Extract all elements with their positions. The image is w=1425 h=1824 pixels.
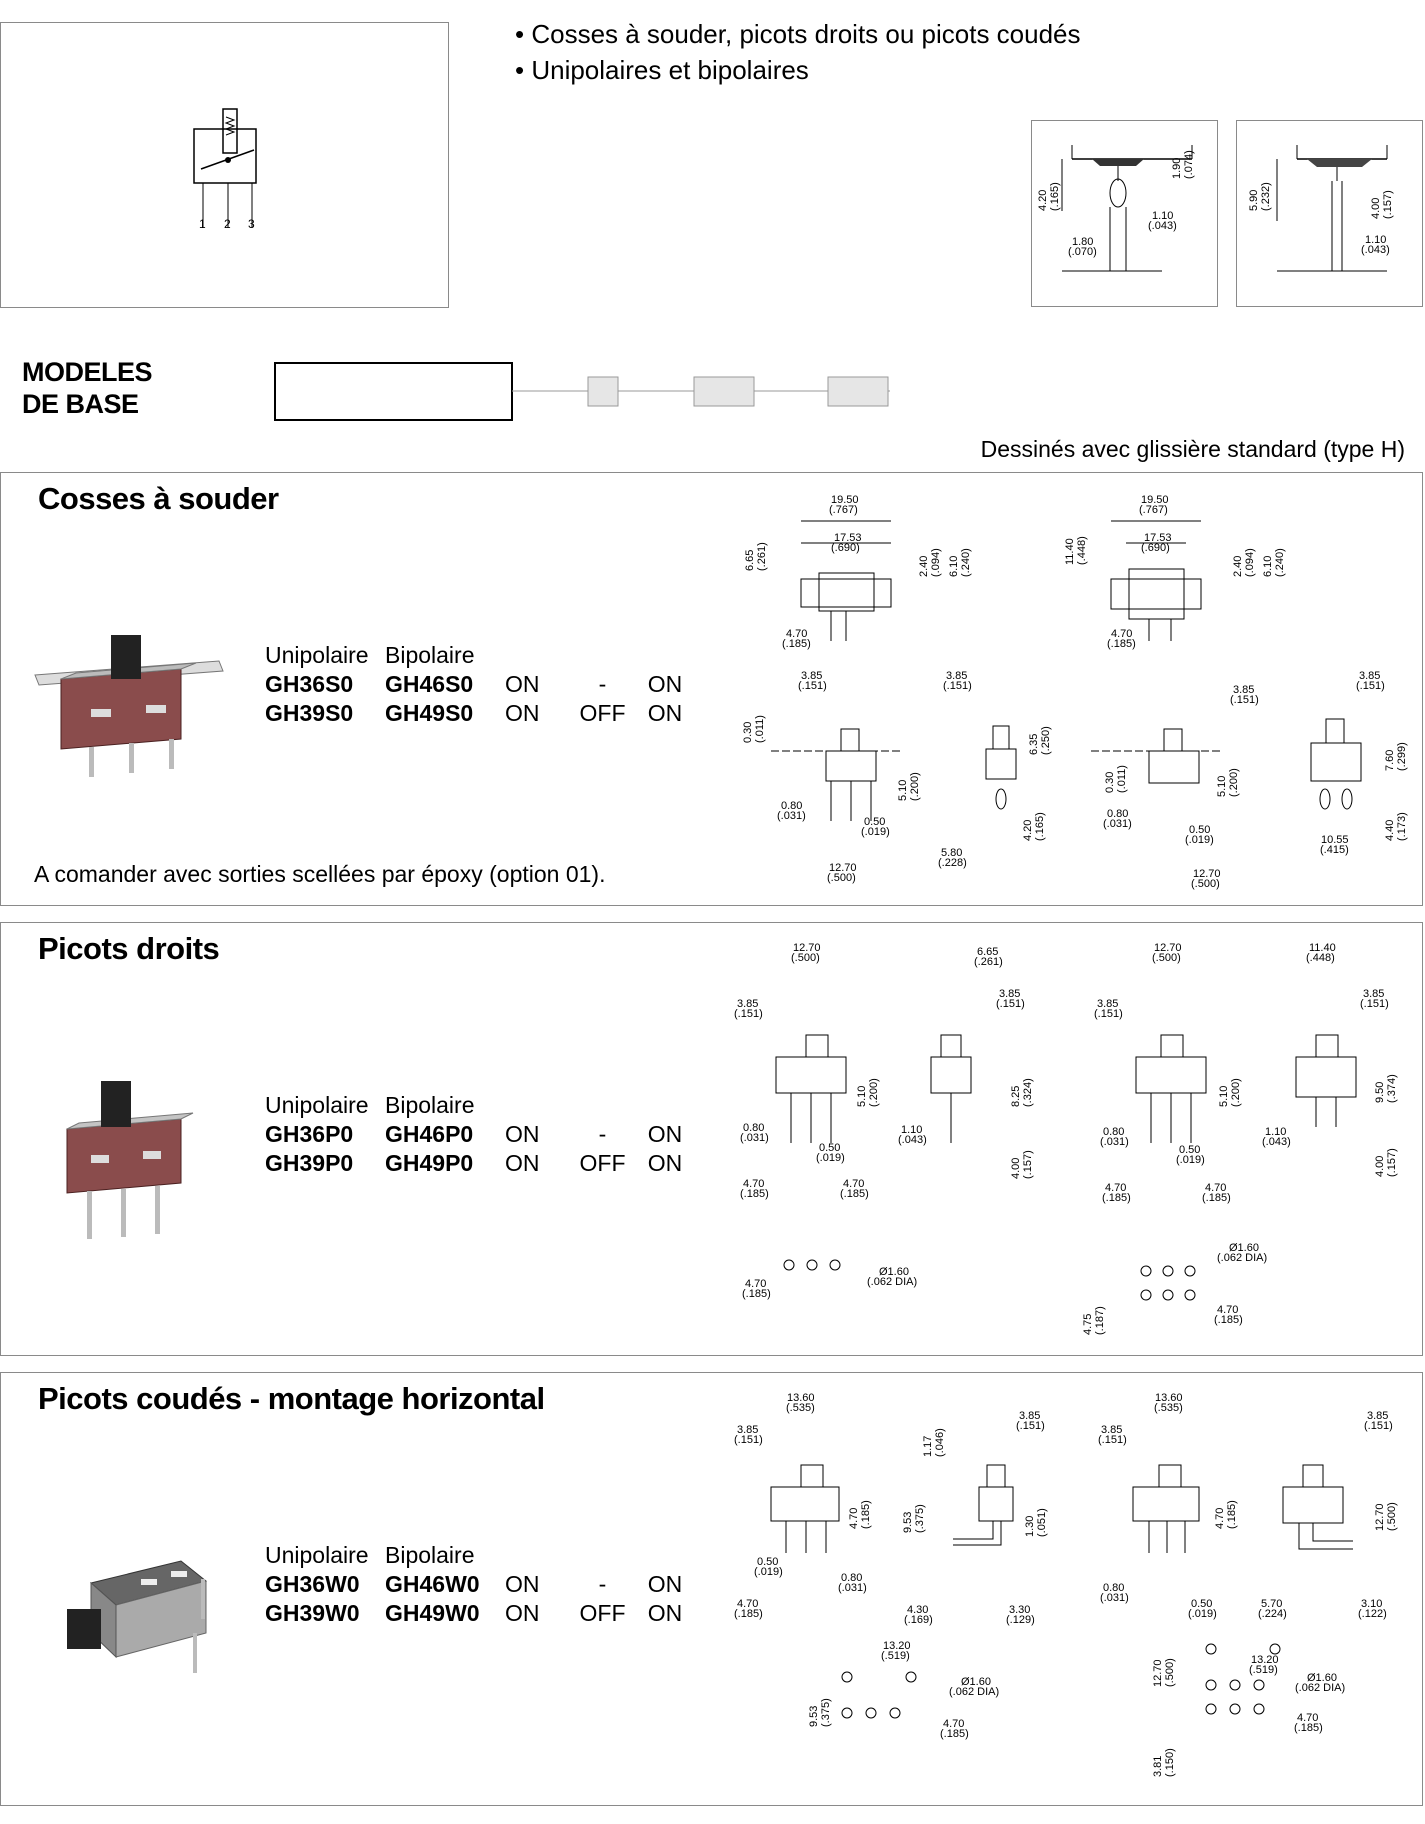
svg-text:2.40: 2.40 [1232,555,1244,577]
svg-text:4.70: 4.70 [1217,1304,1239,1316]
svg-text:(.046): (.046) [934,1428,946,1457]
svg-text:(.261): (.261) [756,542,768,571]
svg-text:3.85: 3.85 [1233,684,1255,696]
model-row: GH36P0 GH46P0 ON - ON [265,1121,683,1147]
section-title: Cosses à souder [38,481,279,516]
section-title: Picots droits [38,931,220,966]
svg-text:(.151): (.151) [1360,998,1389,1010]
svg-text:(.690): (.690) [1141,542,1170,554]
svg-text:12.70: 12.70 [793,942,821,954]
svg-text:(.062 DIA): (.062 DIA) [1295,1682,1346,1694]
section-straight-pins [0,922,1423,1356]
svg-text:0.50: 0.50 [819,1142,841,1154]
svg-text:(.500): (.500) [1164,1658,1176,1687]
svg-text:3.85: 3.85 [1019,1410,1041,1422]
svg-text:3.85: 3.85 [1367,1410,1389,1422]
svg-text:4.30: 4.30 [907,1604,929,1616]
svg-text:(.062 DIA): (.062 DIA) [1217,1252,1268,1264]
svg-text:(.031): (.031) [1100,1592,1129,1604]
svg-text:0.50: 0.50 [757,1556,779,1568]
svg-text:(.157): (.157) [1382,190,1394,219]
svg-text:4.70: 4.70 [737,1598,759,1610]
model-table: Unipolaire Bipolaire GH36S0 GH46S0 ON - ON GH39S0 GH49S0 ON OFF ON [265,641,695,728]
svg-text:(.031): (.031) [777,810,806,822]
svg-text:(.375): (.375) [914,1504,926,1533]
svg-text:(.448): (.448) [1306,952,1335,964]
svg-text:4.40: 4.40 [1384,819,1396,841]
svg-text:1.10: 1.10 [1152,210,1174,222]
svg-text:4.70: 4.70 [943,1718,965,1730]
svg-text:1.10: 1.10 [1365,234,1387,246]
svg-text:(.151): (.151) [1094,1008,1123,1020]
svg-text:5.10: 5.10 [1216,775,1228,797]
model-row: GH39W0 GH49W0 ON OFF ON [265,1600,683,1626]
svg-text:(.043): (.043) [1361,244,1390,256]
svg-text:6.10: 6.10 [948,555,960,577]
svg-text:3.10: 3.10 [1361,1598,1383,1610]
svg-text:3.85: 3.85 [737,1424,759,1436]
svg-text:(.019): (.019) [1188,1608,1217,1620]
svg-text:(.185): (.185) [734,1608,763,1620]
svg-text:(.374): (.374) [1386,1074,1398,1103]
svg-text:3.85: 3.85 [1097,998,1119,1010]
svg-text:0.80: 0.80 [743,1122,765,1134]
svg-text:(.074): (.074) [1183,150,1195,179]
svg-text:6.10: 6.10 [1262,555,1274,577]
svg-text:1.90: 1.90 [1171,157,1183,179]
svg-text:4.20: 4.20 [1022,819,1034,841]
svg-text:(.185): (.185) [1107,638,1136,650]
svg-text:9.50: 9.50 [1374,1081,1386,1103]
model-row: GH36W0 GH46W0 ON - ON [265,1571,683,1597]
svg-text:(.151): (.151) [1356,680,1385,692]
svg-text:4.75: 4.75 [1082,1313,1094,1335]
pin-label: 2 [224,217,231,231]
svg-text:(.062 DIA): (.062 DIA) [949,1686,1000,1698]
svg-text:(.519): (.519) [881,1650,910,1662]
svg-text:(.228): (.228) [938,857,967,869]
svg-text:(.019): (.019) [816,1152,845,1164]
svg-text:(.165): (.165) [1034,812,1046,841]
svg-text:(.500): (.500) [1191,878,1220,890]
svg-text:(.767): (.767) [829,504,858,516]
svg-text:(.151): (.151) [734,1008,763,1020]
switch-photo-straight [61,1073,201,1253]
svg-text:5.10: 5.10 [1218,1085,1230,1107]
svg-text:(.031): (.031) [1103,818,1132,830]
svg-text:(.051): (.051) [1036,1508,1048,1537]
svg-text:(.200): (.200) [868,1078,880,1107]
svg-text:1.10: 1.10 [1265,1126,1287,1138]
svg-text:(.185): (.185) [740,1188,769,1200]
svg-text:(.165): (.165) [1049,182,1061,211]
svg-text:(.185): (.185) [840,1188,869,1200]
svg-text:(.185): (.185) [1214,1314,1243,1326]
svg-text:(.240): (.240) [960,548,972,577]
svg-text:(.185): (.185) [1202,1192,1231,1204]
svg-text:(.187): (.187) [1094,1306,1106,1335]
svg-text:1.17: 1.17 [922,1435,934,1457]
svg-text:(.185): (.185) [1102,1192,1131,1204]
section-solder-lugs [0,472,1423,906]
svg-text:4.70: 4.70 [1297,1712,1319,1724]
svg-text:(.519): (.519) [1249,1664,1278,1676]
svg-text:3.85: 3.85 [1101,1424,1123,1436]
svg-text:19.50: 19.50 [831,494,859,506]
svg-text:(.129): (.129) [1006,1614,1035,1626]
svg-text:4.00: 4.00 [1374,1155,1386,1177]
svg-text:13.60: 13.60 [787,1392,815,1404]
svg-text:4.70: 4.70 [786,628,808,640]
svg-text:4.70: 4.70 [848,1507,860,1529]
svg-text:(.150): (.150) [1164,1748,1176,1777]
section-angled-pins [0,1372,1423,1806]
svg-text:Ø1.60: Ø1.60 [1307,1672,1337,1684]
svg-text:3.30: 3.30 [1009,1604,1031,1616]
svg-text:(.151): (.151) [1230,694,1259,706]
svg-text:11.40: 11.40 [1309,942,1336,954]
svg-text:10.55: 10.55 [1321,834,1349,846]
svg-text:(.094): (.094) [930,548,942,577]
svg-text:(.767): (.767) [1139,504,1168,516]
dimension-drawing-angled [731,1381,1411,1801]
svg-text:19.50: 19.50 [1141,494,1169,506]
svg-text:(.031): (.031) [740,1132,769,1144]
svg-text:(.094): (.094) [1244,548,1256,577]
svg-text:3.85: 3.85 [999,988,1021,1000]
svg-text:(.535): (.535) [786,1402,815,1414]
svg-text:1.80: 1.80 [1072,236,1094,248]
svg-text:(.299): (.299) [1396,742,1408,771]
svg-text:(.250): (.250) [1040,726,1052,755]
svg-text:12.70: 12.70 [829,862,857,874]
svg-text:5.80: 5.80 [941,847,963,859]
model-row: GH39S0 GH49S0 ON OFF ON [265,700,683,726]
svg-text:(.157): (.157) [1386,1148,1398,1177]
svg-text:4.70: 4.70 [1214,1507,1226,1529]
svg-text:(.043): (.043) [1262,1136,1291,1148]
svg-text:0.80: 0.80 [1103,1582,1125,1594]
svg-text:(.500): (.500) [1386,1502,1398,1531]
switch-schematic-icon [1,23,450,309]
pin-detail-right [1236,120,1423,307]
model-row: GH36S0 GH46S0 ON - ON [265,671,683,697]
svg-text:(.151): (.151) [734,1434,763,1446]
svg-text:(.151): (.151) [1016,1420,1045,1432]
svg-text:4.70: 4.70 [1105,1182,1127,1194]
svg-text:1.10: 1.10 [901,1124,923,1136]
feature-list [515,16,1081,88]
svg-text:(.261): (.261) [974,956,1003,968]
svg-text:(.185): (.185) [860,1500,872,1529]
schematic-panel [0,22,449,308]
svg-text:4.00: 4.00 [1370,197,1382,219]
svg-text:(.324): (.324) [1022,1078,1034,1107]
model-row: GH39P0 GH49P0 ON OFF ON [265,1150,683,1176]
svg-text:11.40: 11.40 [1064,538,1076,565]
svg-text:5.70: 5.70 [1261,1598,1283,1610]
svg-text:Ø1.60: Ø1.60 [961,1676,991,1688]
svg-text:3.85: 3.85 [946,670,968,682]
svg-text:(.031): (.031) [1100,1136,1129,1148]
svg-text:(.151): (.151) [798,680,827,692]
feature-item: • Cosses à souder, picots droits ou picots coudés [515,16,1081,52]
svg-text:12.70: 12.70 [1374,1503,1386,1531]
svg-text:(.173): (.173) [1396,812,1408,841]
svg-text:(.043): (.043) [898,1134,927,1146]
svg-text:0.80: 0.80 [841,1572,863,1584]
svg-text:17.53: 17.53 [1144,532,1172,544]
svg-text:(.031): (.031) [838,1582,867,1594]
base-models-diagram [270,358,900,428]
svg-text:3.81: 3.81 [1152,1755,1164,1777]
svg-text:(.157): (.157) [1022,1150,1034,1179]
svg-text:(.122): (.122) [1358,1608,1387,1620]
svg-text:Ø1.60: Ø1.60 [1229,1242,1259,1254]
svg-text:(.169): (.169) [904,1614,933,1626]
svg-text:(.019): (.019) [754,1566,783,1578]
svg-text:(.500): (.500) [827,872,856,884]
pin-label: 3 [248,217,255,231]
svg-text:(.232): (.232) [1260,182,1272,211]
svg-text:(.200): (.200) [1230,1078,1242,1107]
svg-text:(.690): (.690) [831,542,860,554]
svg-text:0.50: 0.50 [1189,824,1211,836]
svg-text:17.53: 17.53 [834,532,862,544]
model-table: Unipolaire Bipolaire GH36W0 GH46W0 ON - ON GH39W0 GH49W0 ON OFF ON [265,1541,695,1628]
model-table: Unipolaire Bipolaire GH36P0 GH46P0 ON - ON GH39P0 GH49P0 ON OFF ON [265,1091,695,1178]
svg-text:3.85: 3.85 [1359,670,1381,682]
svg-text:(.151): (.151) [1098,1434,1127,1446]
svg-text:(.448): (.448) [1076,536,1088,565]
svg-text:5.10: 5.10 [897,779,909,801]
svg-text:7.60: 7.60 [1384,749,1396,771]
svg-text:(.185): (.185) [1294,1722,1323,1734]
svg-text:0.50: 0.50 [1191,1598,1213,1610]
svg-text:6.65: 6.65 [977,946,999,958]
svg-text:(.011): (.011) [754,715,766,743]
svg-text:(.019): (.019) [1185,834,1214,846]
svg-text:(.535): (.535) [1154,1402,1183,1414]
svg-text:(.224): (.224) [1258,1608,1287,1620]
pin-detail-left [1031,120,1218,307]
svg-text:13.20: 13.20 [1251,1654,1279,1666]
base-models-heading: MODELES DE BASE [22,357,153,419]
svg-text:4.00: 4.00 [1010,1157,1022,1179]
svg-text:12.70: 12.70 [1152,1659,1164,1687]
svg-text:13.20: 13.20 [883,1640,911,1652]
svg-text:(.019): (.019) [1176,1154,1205,1166]
svg-text:(.011): (.011) [1116,765,1128,793]
svg-text:(.151): (.151) [1364,1420,1393,1432]
svg-text:(.375): (.375) [820,1698,832,1727]
svg-text:(.151): (.151) [943,680,972,692]
svg-text:0.80: 0.80 [1103,1126,1125,1138]
dimension-drawing-solder [731,481,1411,901]
svg-text:0.80: 0.80 [1107,808,1129,820]
svg-text:(.185): (.185) [742,1288,771,1300]
switch-photo-solder [31,623,231,783]
svg-text:(.185): (.185) [940,1728,969,1740]
svg-text:(.415): (.415) [1320,844,1349,856]
svg-text:4.70: 4.70 [1111,628,1133,640]
svg-text:6.65: 6.65 [744,549,756,571]
svg-text:0.50: 0.50 [1179,1144,1201,1156]
svg-text:0.30: 0.30 [742,721,754,743]
svg-text:(.151): (.151) [996,998,1025,1010]
svg-text:(.200): (.200) [1228,768,1240,797]
svg-text:6.35: 6.35 [1028,733,1040,755]
svg-text:(.500): (.500) [1152,952,1181,964]
svg-text:1.30: 1.30 [1024,1515,1036,1537]
svg-text:3.85: 3.85 [801,670,823,682]
svg-text:13.60: 13.60 [1155,1392,1183,1404]
svg-text:(.185): (.185) [1226,1500,1238,1529]
svg-text:Ø1.60: Ø1.60 [879,1266,909,1278]
svg-text:5.90: 5.90 [1248,189,1260,211]
svg-text:4.70: 4.70 [743,1178,765,1190]
svg-text:(.240): (.240) [1274,548,1286,577]
svg-text:(.043): (.043) [1148,220,1177,232]
svg-text:(.185): (.185) [782,638,811,650]
switch-photo-angled [61,1533,221,1683]
epoxy-note: A comander avec sorties scellées par époxy (option 01). [34,861,606,887]
dimension-drawing-straight [731,931,1411,1351]
svg-text:12.70: 12.70 [1154,942,1182,954]
svg-text:4.20: 4.20 [1037,189,1049,211]
svg-text:3.85: 3.85 [737,998,759,1010]
svg-text:4.70: 4.70 [1205,1182,1227,1194]
svg-text:(.200): (.200) [909,772,921,801]
svg-text:(.070): (.070) [1068,246,1097,258]
svg-text:(.500): (.500) [791,952,820,964]
svg-text:(.019): (.019) [861,826,890,838]
svg-text:0.50: 0.50 [864,816,886,828]
svg-text:3.85: 3.85 [1363,988,1385,1000]
svg-text:(.062 DIA): (.062 DIA) [867,1276,918,1288]
drawn-note: Dessinés avec glissière standard (type H) [980,436,1405,462]
svg-text:0.30: 0.30 [1104,771,1116,793]
svg-text:8.25: 8.25 [1010,1085,1022,1107]
svg-text:9.53: 9.53 [808,1705,820,1727]
section-title: Picots coudés - montage horizontal [38,1381,545,1416]
svg-text:0.80: 0.80 [781,800,803,812]
svg-text:2.40: 2.40 [918,555,930,577]
svg-text:5.10: 5.10 [856,1085,868,1107]
svg-text:9.53: 9.53 [902,1511,914,1533]
feature-item: • Unipolaires et bipolaires [515,52,1081,88]
pin-label: 1 [199,217,206,231]
svg-text:12.70: 12.70 [1193,868,1221,880]
svg-text:4.70: 4.70 [843,1178,865,1190]
svg-text:4.70: 4.70 [745,1278,767,1290]
